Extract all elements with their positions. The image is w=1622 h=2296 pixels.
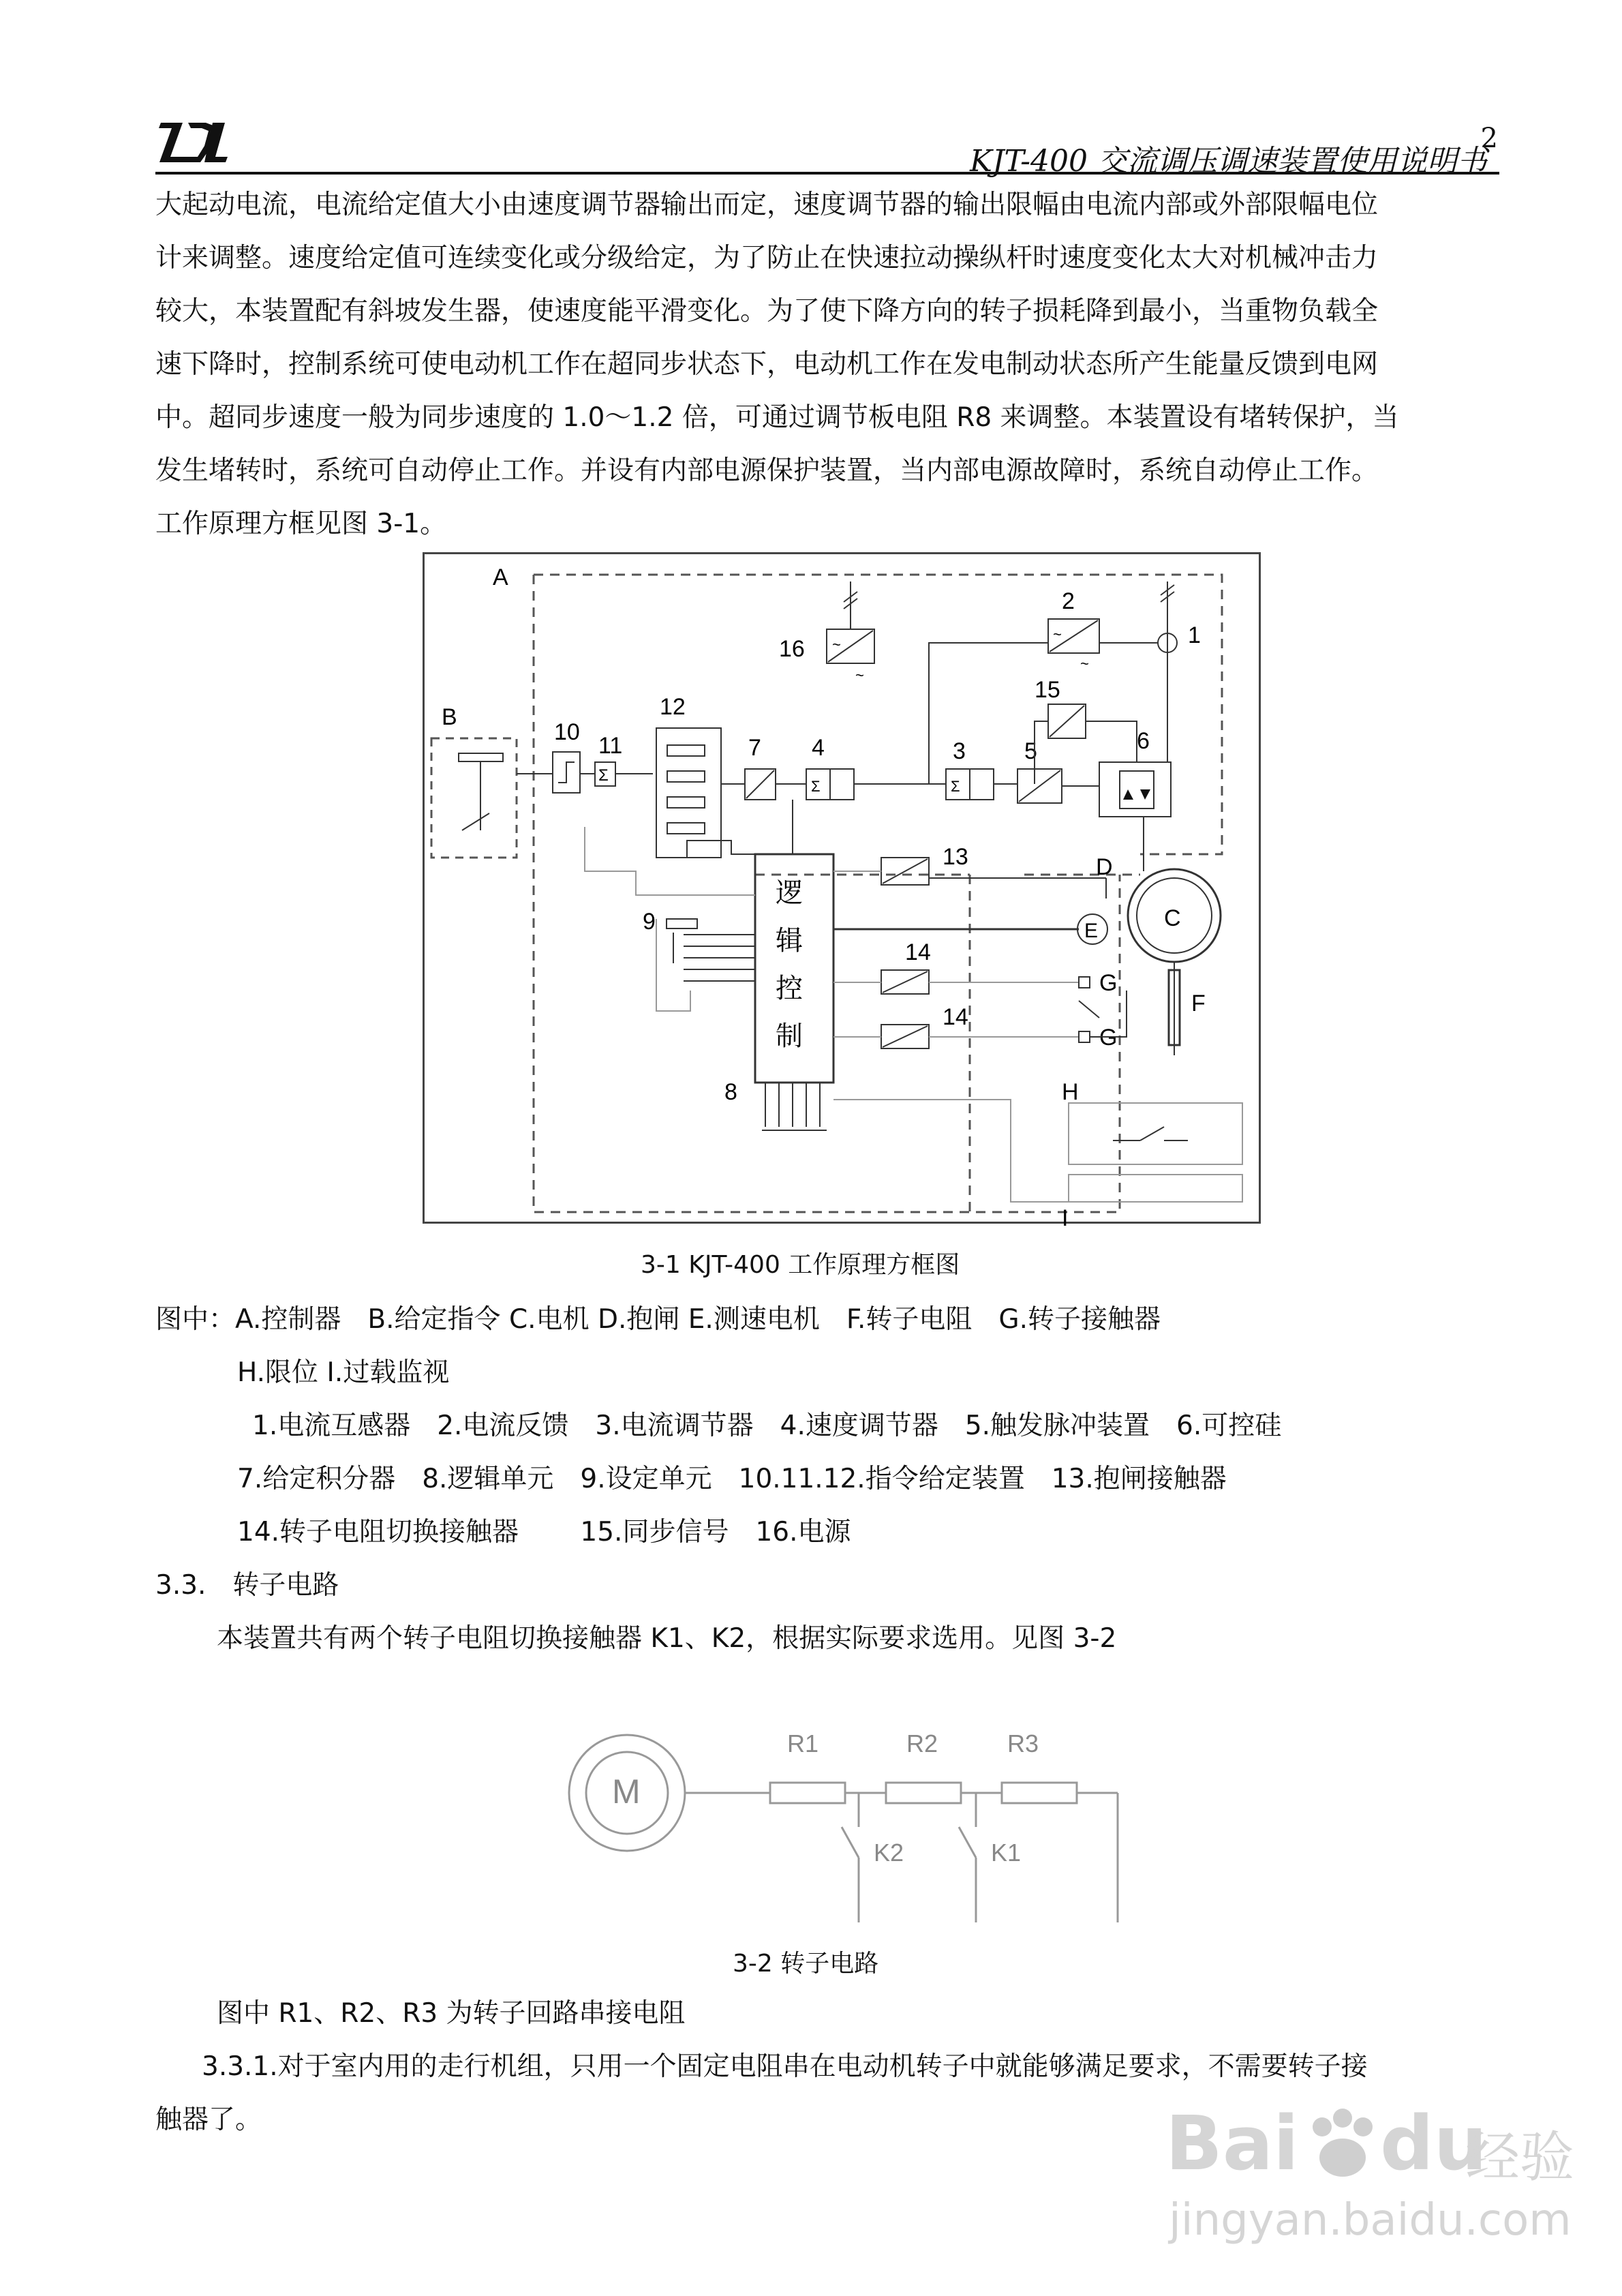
baidu-paw-icon — [1302, 2103, 1383, 2185]
label-13: 13 — [943, 844, 968, 870]
figure2-caption: 3-2 转子电路 — [733, 1950, 879, 1978]
label-F: F — [1191, 991, 1206, 1016]
figure1-caption: 3-1 KJT-400 工作原理方框图 — [641, 1251, 960, 1279]
legend-line-3: 1.电流互感器 2.电流反馈 3.电流调节器 4.速度调节器 5.触发脉冲装置 6.可控硅 — [252, 1410, 1282, 1441]
label-10: 10 — [554, 719, 580, 745]
label-4: 4 — [812, 735, 825, 761]
sub-331-line-1: 3.3.1.对于室内用的走行机组，只用一个固定电阻串在电动机转子中就能够满足要求，不需要转子接 — [202, 2051, 1368, 2082]
label-7: 7 — [748, 735, 761, 761]
r2-label: R2 — [906, 1729, 938, 1757]
label-C: C — [1164, 905, 1181, 931]
para-line-4: 速下降时，控制系统可使电动机工作在超同步状态下，电动机工作在发电制动状态所产生能量反馈到电网 — [155, 349, 1379, 380]
label-12: 12 — [660, 694, 686, 720]
logic-char-2: 辑 — [776, 926, 803, 956]
svg-text:Σ: Σ — [951, 778, 960, 795]
label-14b: 14 — [943, 1004, 968, 1030]
sub-331-line-2: 触器了。 — [155, 2104, 262, 2135]
section-intro: 本装置共有两个转子电阻切换接触器 K1、K2，根据实际要求选用。见图 3-2 — [217, 1623, 1117, 1654]
para-line-5: 中。超同步速度一般为同步速度的 1.0～1.2 倍，可通过调节板电阻 R8 来调整。本装置设有堵转保护，当 — [155, 402, 1399, 433]
block-diagram — [423, 552, 1261, 1224]
label-16: 16 — [779, 636, 805, 662]
label-I: I — [1062, 1205, 1069, 1226]
r3-label: R3 — [1007, 1729, 1039, 1757]
label-2: 2 — [1062, 588, 1075, 614]
svg-text:~: ~ — [855, 667, 864, 684]
label-D: D — [1096, 854, 1113, 880]
legend-line-4: 7.给定积分器 8.逻辑单元 9.设定单元 10.11.12.指令给定装置 13.抱闸接触器 — [237, 1464, 1227, 1494]
label-G2: G — [1099, 1025, 1118, 1051]
para-line-7: 工作原理方框见图 3-1。 — [155, 509, 447, 539]
page-number: 2 — [1480, 123, 1498, 154]
label-15: 15 — [1035, 677, 1060, 703]
svg-text:Σ: Σ — [598, 766, 609, 785]
controller-boundary — [534, 575, 1222, 854]
document-title: KJT-400 交流调压调速装置使用说明书 — [969, 144, 1487, 179]
label-G1: G — [1099, 970, 1118, 996]
baidu-watermark — [1118, 2066, 1574, 2270]
motor-label: M — [612, 1772, 641, 1811]
label-H: H — [1062, 1079, 1079, 1105]
label-11: 11 — [598, 733, 623, 759]
header-rule — [155, 172, 1499, 175]
label-A: A — [493, 564, 508, 590]
para-line-1: 大起动电流，电流给定值大小由速度调节器输出而定，速度调节器的输出限幅由电流内部或外部限幅电位 — [155, 190, 1379, 220]
watermark-brand: Bai — [1165, 2100, 1299, 2187]
label-1: 1 — [1188, 622, 1201, 648]
para-line-3: 较大，本装置配有斜坡发生器，使速度能平滑变化。为了使下降方向的转子损耗降到最小，当重物负载全 — [155, 296, 1379, 327]
rotor-circuit-diagram — [559, 1704, 1159, 1929]
figure2-note: 图中 R1、R2、R3 为转子回路串接电阻 — [217, 1998, 686, 2029]
label-8: 8 — [724, 1079, 737, 1105]
k2-label: K2 — [874, 1839, 904, 1867]
svg-text:Σ: Σ — [811, 778, 821, 795]
label-9: 9 — [643, 909, 656, 935]
logic-char-3: 控 — [776, 973, 803, 1003]
para-line-2: 计来调整。速度给定值可连续变化或分级给定，为了防止在快速拉动操纵杆时速度变化太大对机械冲击力 — [155, 243, 1379, 273]
svg-text:~: ~ — [1053, 626, 1062, 643]
label-5: 5 — [1024, 738, 1037, 764]
label-3: 3 — [953, 738, 966, 764]
watermark-brand-2: du — [1380, 2100, 1488, 2187]
label-E: E — [1084, 920, 1099, 942]
svg-text:~: ~ — [832, 636, 841, 653]
legend-line-2: H.限位 I.过载监视 — [237, 1357, 450, 1388]
logic-char-4: 制 — [776, 1021, 803, 1051]
label-B: B — [442, 704, 457, 730]
legend-line-5: 14.转子电阻切换接触器 15.同步信号 16.电源 — [237, 1517, 851, 1547]
logic-char-1: 逻 — [776, 878, 803, 908]
watermark-url: jingyan.baidu.com — [1169, 2195, 1572, 2246]
k1-label: K1 — [991, 1839, 1022, 1867]
legend-line-1: 图中：A.控制器 B.给定指令 C.电机 D.抱闸 E.测速电机 F.转子电阻 G.转子接触器 — [155, 1304, 1161, 1335]
para-line-6: 发生堵转时，系统可自动停止工作。并设有内部电源保护装置，当内部电源故障时，系统自动停止工作。 — [155, 455, 1379, 486]
watermark-cn: 经验 — [1465, 2126, 1574, 2189]
svg-text:~: ~ — [1080, 655, 1089, 672]
label-14a: 14 — [905, 939, 931, 965]
section-heading: 3.3. 转子电路 — [155, 1570, 339, 1601]
label-6: 6 — [1137, 728, 1150, 754]
zdl-logo-icon — [155, 117, 230, 165]
r1-label: R1 — [787, 1729, 819, 1757]
